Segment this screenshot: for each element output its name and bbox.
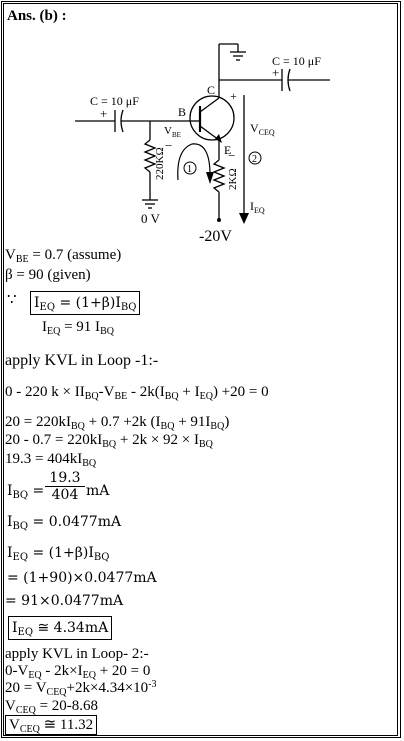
kvl2-substitution: $20 = V_{CEQ}+2k\times 4.34\times 10^{-3}$ <box>5 679 157 698</box>
emitter-label: E <box>224 143 232 157</box>
ieq-step2: = (1+90)×0.0477mA <box>7 570 157 586</box>
frac-unit: mA <box>86 483 110 499</box>
kvl1-step2: $20 - 0.7 = 220kI_{BQ} + 2k \times 92 \times I_{BQ}$ <box>5 432 213 450</box>
because-symbol: ∵ <box>7 292 17 308</box>
ieq-label: $I_{EQ}$ <box>250 199 265 215</box>
circuit-diagram <box>0 0 404 250</box>
base-label: B <box>178 105 187 119</box>
supply-label: -20V <box>199 228 232 245</box>
loop1-label: 1 <box>187 164 192 175</box>
vbe-assume-line: $V_{BE} = 0.7$ (assume) <box>5 247 122 265</box>
ibq-value-line: $I_{BQ} = 0.0477mA$ <box>7 514 122 532</box>
cap-left-plus: + <box>100 106 108 121</box>
vceq-result-box: $V_{CEQ}$ ≅ 11.32 <box>5 715 97 735</box>
r-emitter-label: 2KΩ <box>227 168 239 190</box>
kvl1-title: apply KVL in Loop -1:- <box>5 352 159 369</box>
frac-numerator: 19.3 <box>49 470 81 486</box>
collector-label: C <box>207 83 216 97</box>
vceq-label: $V_{CEQ}$ <box>250 121 275 137</box>
ibq-frac-lhs: $I_{BQ}$ = <box>7 483 45 501</box>
kvl1-equation: 0 - 220 $k \times II_{BQ}-V_{BE} - 2k(I_{BQ} + I_{EQ}) +20 = 0$ <box>5 384 269 402</box>
answer-label: Ans. (b) : <box>7 8 67 24</box>
vbe-minus: − <box>165 138 173 153</box>
kvl2-title: apply KVL in Loop- 2:- <box>5 646 149 662</box>
beta-given-line: β = 90 (given) <box>5 267 91 283</box>
kvl2-equation: $0-V_{EQ} - 2k\times I_{EQ} + 20 = 0$ <box>5 663 151 681</box>
kvl1-step3: $19.3 = 404kI_{BQ}$ <box>5 451 97 469</box>
cap-right-plus: + <box>272 65 280 80</box>
ieq-formula-box: $I_{EQ} = (1+\beta)I_{BQ}$ <box>30 291 140 315</box>
vce-plus: + <box>230 89 237 103</box>
r-base-label: 220KΩ <box>154 147 166 180</box>
ieq-91-line: $I_{EQ} = 91$ $I_{BQ}$ <box>42 319 114 337</box>
ibq-fraction <box>45 470 85 503</box>
vbe-label: $V_{BE}$ <box>164 125 181 139</box>
ieq-step1: $I_{EQ} = (1+\beta)I_{BQ}$ <box>7 545 110 563</box>
cap-left-label: C = 10 μF <box>90 94 139 108</box>
ieq-result-box: $I_{EQ}$ ≅ 4.34mA <box>8 616 112 640</box>
cap-right-label: C = 10 μF <box>272 54 321 68</box>
ground-label: 0 V <box>141 211 160 226</box>
kvl1-step1: $20 = 220kI_{BQ} + 0.7 +2k$ $(I_{BQ} + 91I_{BQ})$ <box>5 414 230 432</box>
vceq-calc: $V_{CEQ} = 20-8.68$ <box>5 698 99 716</box>
vce-minus: − <box>228 148 236 163</box>
loop2-label: 2 <box>252 154 257 165</box>
ieq-step3: = 91×0.0477mA <box>5 593 124 609</box>
frac-denominator: 404 <box>45 486 85 503</box>
